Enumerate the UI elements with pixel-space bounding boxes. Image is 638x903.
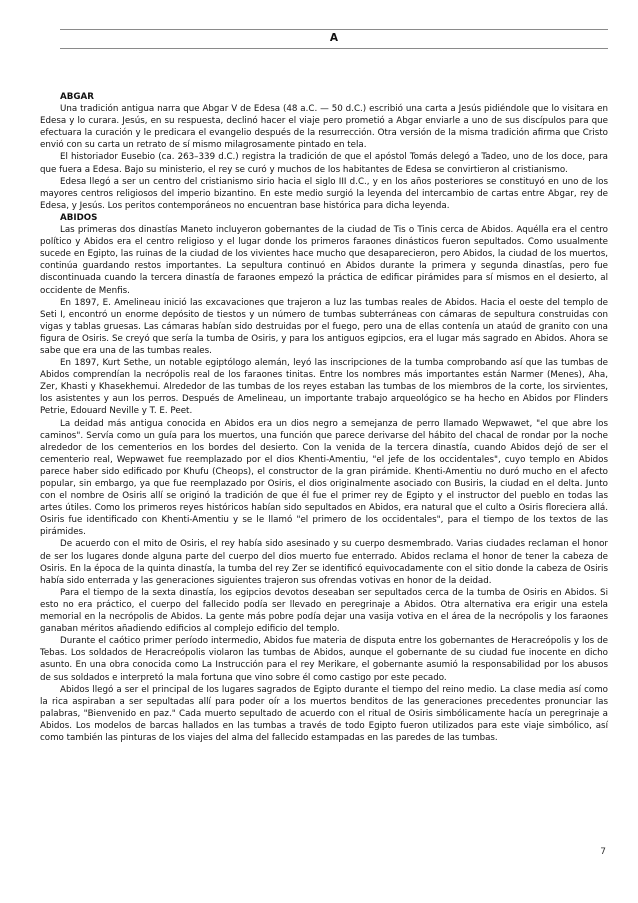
entry-paragraph: Para el tiempo de la sexta dinastía, los egipcios devotos deseaban ser sepultados cerca de la tumba de Osiris en Abidos. Si esto no era práctico, el cuerpo del fallecido podía ser llevado en peregrinaje a Abidos. Otra alternativa era erigir una estela memorial en la necrópolis de Abidos. La gente más pobre podía dejar una vasija votiva en el área de la necrópolis y los faraones ganaban méritos añadiendo edificios al complejo edificio del templo. xyxy=(40,587,608,635)
entry-title: ABGAR xyxy=(60,92,94,102)
header-bottom-rule xyxy=(60,48,608,49)
entry-paragraph: La deidad más antigua conocida en Abidos era un dios negro a semejanza de perro llamado Wepwawet, "el que abre los caminos". Servía como un guía para los muertos, una función que parece derivarse del hábito del chacal de rondar por la noche alrededor de los cementerios en los bordes del desierto. Con la venida de la tercera dinastía, cuando Abidos dejó de ser el cementerio real, Wepwawet fue reemplazado por el dios Khenti-Amentiu, "el jefe de los occidentales", cuyo templo en Abidos parece haber sido edificado por Khufu (Cheops), el constructor de la gran pirámide. Khenti-Amentiu no duró mucho en el afecto popular, sin embargo, ya que fue reemplazado por Osiris, el dios originalmente asociado con Busiris, la ciudad en el delta. Junto con el nombre de Osiris allí se originó la tradición de que él fue el primer rey de Egipto y el instructor del pueblo en todas las artes útiles. Como los primeros reyes históricos habían sido sepultados en Abidos, era natural que el culto a Osiris floreciera allá. Osiris fue identificado con Khenti-Amentiu y se le llamó "el primero de los occidentales", para el tiempo de los textos de las pirámides. xyxy=(40,418,608,538)
header-top-rule xyxy=(60,29,608,30)
entry-paragraph: Edesa llegó a ser un centro del cristianismo sirio hacia el siglo III d.C., y en los años posteriores se constituyó en uno de los mayores centros religiosos del imperio bizantino. En este medio surgió la leyenda del intercambio de cartas entre Abgar, rey de Edesa, y Jesús. Los peritos contemporáneos no encuentran base histórica para dicha leyenda. xyxy=(40,176,608,211)
entry-paragraph: En 1897, E. Amelineau inició las excavaciones que trajeron a luz las tumbas reales de Abidos. Hacia el oeste del templo de Seti I, encontró un enorme depósito de tiestos y un número de tumbas subterráneas con cámaras de sepultura construidas con vigas y tablas gruesas. Las cámaras habían sido destruidas por el fuego, pero una de ellas contenía un ataúd de granito con una figura de Osiris. Se creyó que sería la tumba de Osiris, y para los antiguos egipcios, era el lugar más sagrado en Abidos. Ahora se sabe que era una de las tumbas reales. xyxy=(40,297,608,356)
page-header xyxy=(60,29,608,49)
entry-title: ABIDOS xyxy=(60,212,98,223)
entry-abidos xyxy=(40,212,608,744)
entry-paragraph: En 1897, Kurt Sethe, un notable egiptólogo alemán, leyó las inscripciones de la tumba comprobando así que las tumbas de Abidos comprendían la necrópolis real de los faraones tinitas. Entre los nombres más importantes están Narmer (Menes), Aha, Zer, Khasti y Khasekhemui. Alrededor de las tumbas de los reyes estaban las tumbas de los miembros de la corte, los sirvientes, los asistentes y aun los perros. Después de Amelineau, un importante trabajo arqueológico se ha hecho en Abidos por Flinders Petrie, Edouard Neville y T. E. Peet. xyxy=(40,358,608,417)
page-content xyxy=(40,91,608,744)
entry-paragraph: De acuerdo con el mito de Osiris, el rey había sido asesinado y su cuerpo desmembrado. Varias ciudades reclaman el honor de ser los lugares donde alguna parte del cuerpo del dios muerto fue enterrado. Abidos reclama el honor de tener la cabeza de Osiris. En la época de la quinta dinastía, la tumba del rey Zer se identificó equivocadamente con el sitio donde la cabeza de Osiris había sido enterrada y las generaciones siguientes trajeron sus ofrendas votivas en honor de la deidad. xyxy=(40,539,608,586)
entry-paragraph: Durante el caótico primer período intermedio, Abidos fue materia de disputa entre los gobernantes de Heracreópolis y los de Tebas. Los soldados de Heracreópolis violaron las tumbas de Abidos, aunque el gobernante de su ciudad fue inocente en dicho asunto. En una obra conocida como La Instrucción para el rey Merikare, el gobernante asumió la responsabilidad por los abusos de sus soldados e interpretó la mala fortuna que vino sobre él como castigo por este pecado. xyxy=(40,636,608,683)
page-number: 7 xyxy=(600,847,606,857)
entry-paragraph: Las primeras dos dinastías Maneto incluyeron gobernantes de la ciudad de Tis o Tinis cerca de Abidos. Aquélla era el centro político y Abidos era el centro religioso y el lugar donde los primeros faraones dinásticos fueron sepultados. Como usualmente sucede en Egipto, las ruinas de la ciudad de los vivientes hace mucho que desaparecieron, pero Abidos, la ciudad de los muertos, continúa guardando restos importantes. La sepultura continuó en Abidos durante la primera y segunda dinastías, pero fue discontinuada cuando la tercera dinastía de faraones empezó la práctica de edificar pirámides para sí mismos en el desierto, al occidente de Menfis. xyxy=(40,225,608,296)
entry-paragraph: El historiador Eusebio (ca. 263–339 d.C.) registra la tradición de que el apóstol Tomás delegó a Tadeo, uno de los doce, para que fuera a Edesa. Bajo su ministerio, el rey se curó y muchos de los habitantes de Edesa se convirtieron al cristianismo. xyxy=(40,152,608,175)
section-letter: A xyxy=(329,32,339,44)
entry-paragraph: Abidos llegó a ser el principal de los lugares sagrados de Egipto durante el tiempo del reino medio. La clase media así como la rica aspiraban a ser sepultadas allí para poder oír a los muertos benditos de las generaciones precedentes pronunciar las palabras, "Bienvenido en paz." Cada muerto sepultado de acuerdo con el ritual de Osiris simbólicamente hacía un peregrinaje a Abidos. Los modelos de barcas hallados en las tumbas a través de todo Egipto fueron utilizados para este viaje simbólico, así como también las pinturas de los viajes del alma del fallecido estampadas en las paredes de las tumbas. xyxy=(40,684,608,743)
entry-abgar xyxy=(40,91,608,212)
entry-paragraph: Una tradición antigua narra que Abgar V de Edesa (48 a.C. — 50 d.C.) escribió una carta a Jesús pidiéndole que lo visitara en Edesa y lo curara. Jesús, en su respuesta, declinó hacer el viaje pero prometió a Abgar enviarle a uno de sus discípulos para que efectuara la curación y le predicara el evangelio después de la resurrección. Otra versión de la misma tradición afirma que Cristo envió con su carta un retrato de sí mismo milagrosamente pintado en tela. xyxy=(40,104,608,151)
